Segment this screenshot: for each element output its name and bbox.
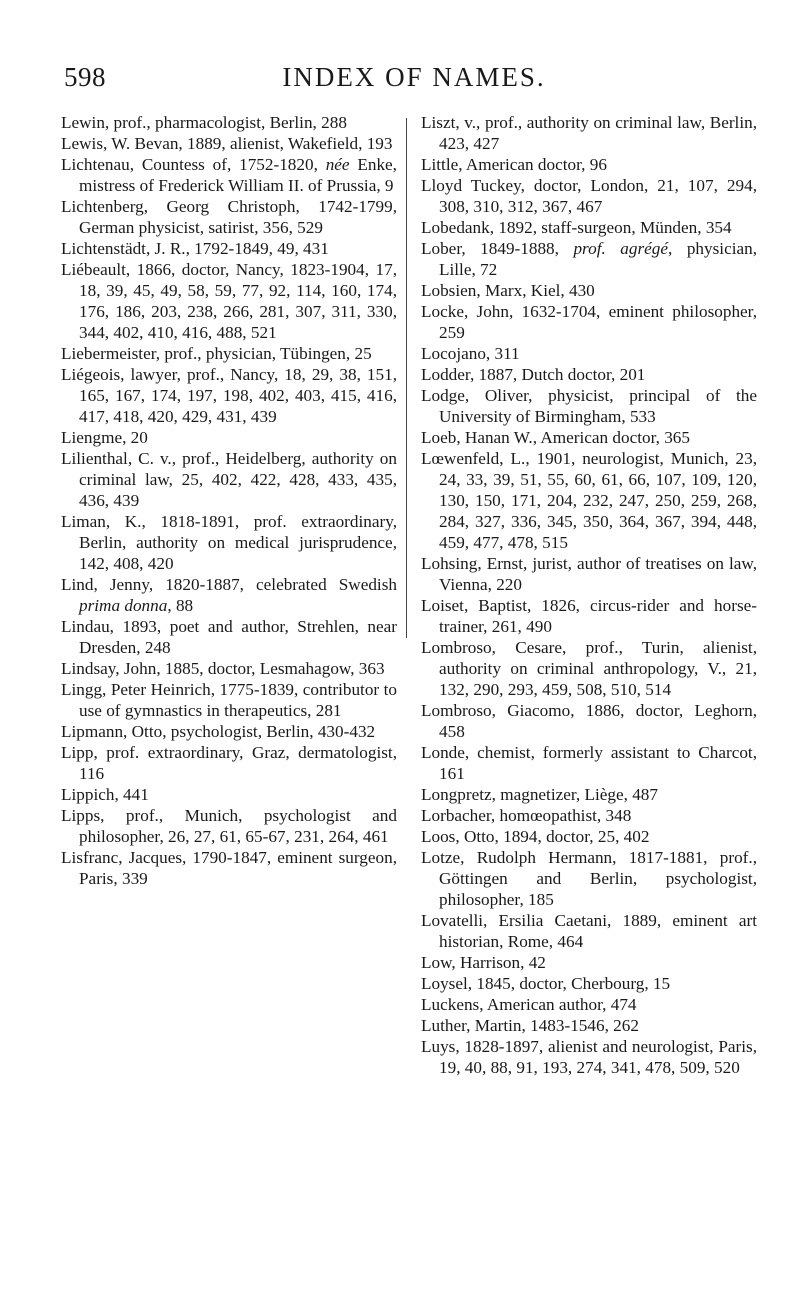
entry-italic-text: prof. agrégé xyxy=(573,239,669,258)
entry-italic-text: née xyxy=(325,155,350,174)
index-entry xyxy=(421,826,757,847)
index-entry xyxy=(61,574,397,616)
entry-text: Loos, Otto, 1894, doctor, 25, 402 xyxy=(421,827,650,846)
index-entry xyxy=(421,448,757,553)
entry-text: Londe, chemist, formerly assistant to Charcot, 161 xyxy=(421,743,757,783)
entry-text: Lodge, Oliver, physicist, principal of the University of Birmingham, 533 xyxy=(421,386,757,426)
index-entry xyxy=(61,658,397,679)
entry-text: Liégeois, lawyer, prof., Nancy, 18, 29, 38, 151, 165, 167, 174, 197, 198, 402, 403, 415, 416, 417, 418, 420, 429, 431, 439 xyxy=(61,365,397,426)
index-entry xyxy=(61,847,397,889)
entry-text: Lombroso, Giacomo, 1886, doctor, Leghorn, 458 xyxy=(421,701,757,741)
index-entry xyxy=(61,427,397,448)
entry-text: Lewin, prof., pharmacologist, Berlin, 288 xyxy=(61,113,347,132)
entry-text: Lorbacher, homœopathist, 348 xyxy=(421,806,632,825)
index-entry xyxy=(421,238,757,280)
entry-text: Lichtenberg, Georg Christoph, 1742-1799, German physicist, satirist, 356, 529 xyxy=(61,197,397,237)
index-entry xyxy=(421,112,757,154)
index-entry xyxy=(421,385,757,427)
entry-text: Lingg, Peter Heinrich, 1775-1839, contributor to use of gymnastics in therapeutics, 281 xyxy=(61,680,397,720)
entry-text: Lichtenstädt, J. R., 1792-1849, 49, 431 xyxy=(61,239,329,258)
entry-text: Lombroso, Cesare, prof., Turin, alienist, authority on criminal anthropology, V., 21, 132, 290, 293, 459, 508, 510, 514 xyxy=(421,638,757,699)
running-title: INDEX OF NAMES. xyxy=(282,62,546,92)
entry-text: Lind, Jenny, 1820-1887, celebrated Swedish xyxy=(61,575,397,594)
entry-text: Low, Harrison, 42 xyxy=(421,953,546,972)
index-entry xyxy=(421,217,757,238)
index-entry xyxy=(61,742,397,784)
entry-text: Lloyd Tuckey, doctor, London, 21, 107, 294, 308, 310, 312, 367, 467 xyxy=(421,176,757,216)
index-entry xyxy=(421,847,757,910)
left-column xyxy=(61,112,397,889)
entry-text: Lippich, 441 xyxy=(61,785,149,804)
index-entry xyxy=(61,448,397,511)
index-entry xyxy=(421,175,757,217)
index-entry xyxy=(61,721,397,742)
entry-text: Luckens, American author, 474 xyxy=(421,995,637,1014)
index-entry xyxy=(61,511,397,574)
entry-text: Liébeault, 1866, doctor, Nancy, 1823-1904, 17, 18, 39, 45, 49, 58, 59, 77, 92, 114, 160, 174, 176, 186, 203, 238, 266, 281, 307, 311, 330, 344, 402, 410, 416, 488, 521 xyxy=(61,260,397,342)
entry-text: Lober, 1849-1888, xyxy=(421,239,574,258)
entry-text: Locke, John, 1632-1704, eminent philosopher, 259 xyxy=(421,302,757,342)
index-entry xyxy=(421,637,757,700)
entry-text: Loiset, Baptist, 1826, circus-rider and horse-trainer, 261, 490 xyxy=(421,596,757,636)
index-entry xyxy=(61,196,397,238)
index-entry xyxy=(61,616,397,658)
entry-text: Lobedank, 1892, staff-surgeon, Münden, 354 xyxy=(421,218,732,237)
index-entry xyxy=(421,994,757,1015)
right-column xyxy=(421,112,757,1078)
entry-text: Locojano, 311 xyxy=(421,344,520,363)
entry-text: Lobsien, Marx, Kiel, 430 xyxy=(421,281,595,300)
entry-text: Lipp, prof. extraordinary, Graz, dermatologist, 116 xyxy=(61,743,397,783)
index-entry xyxy=(421,280,757,301)
column-divider xyxy=(406,118,407,638)
entry-text: Lipmann, Otto, psychologist, Berlin, 430-432 xyxy=(61,722,376,741)
index-entry xyxy=(61,133,397,154)
entry-text: Lichtenau, Countess of, 1752-1820, xyxy=(61,155,326,174)
index-entry xyxy=(421,700,757,742)
entry-text: Lotze, Rudolph Hermann, 1817-1881, prof., Göttingen and Berlin, psychologist, philosopher, 185 xyxy=(421,848,757,909)
index-entry xyxy=(421,952,757,973)
entry-text: Lilienthal, C. v., prof., Heidelberg, authority on criminal law, 25, 402, 422, 428, 433, 435, 436, 439 xyxy=(61,449,397,510)
entry-text: Lohsing, Ernst, jurist, author of treatises on law, Vienna, 220 xyxy=(421,554,757,594)
index-entry xyxy=(61,112,397,133)
index-entry xyxy=(61,784,397,805)
entry-text: Lindsay, John, 1885, doctor, Lesmahagow, 363 xyxy=(61,659,385,678)
entry-text: Little, American doctor, 96 xyxy=(421,155,607,174)
index-entry xyxy=(421,301,757,343)
entry-text: Lewis, W. Bevan, 1889, alienist, Wakefield, 193 xyxy=(61,134,393,153)
entry-text: Liengme, 20 xyxy=(61,428,148,447)
index-entry xyxy=(421,910,757,952)
index-entry xyxy=(61,679,397,721)
entry-text: Lipps, prof., Munich, psychologist and philosopher, 26, 27, 61, 65-67, 231, 264, 461 xyxy=(61,806,397,846)
index-entry xyxy=(421,595,757,637)
entry-text: Enke, mistress of Frederick William II. of Prussia, 9 xyxy=(79,155,397,195)
index-entry xyxy=(421,364,757,385)
index-entry xyxy=(61,364,397,427)
entry-text: Luys, 1828-1897, alienist and neurologist, Paris, 19, 40, 88, 91, 193, 274, 341, 478, 509, 520 xyxy=(421,1037,757,1077)
index-entry xyxy=(421,154,757,175)
entry-text: , 88 xyxy=(167,596,194,615)
entry-text: Longpretz, magnetizer, Liège, 487 xyxy=(421,785,658,804)
entry-text: Lisfranc, Jacques, 1790-1847, eminent surgeon, Paris, 339 xyxy=(61,848,397,888)
page-number: 598 xyxy=(64,62,106,92)
entry-text: Loysel, 1845, doctor, Cherbourg, 15 xyxy=(421,974,671,993)
index-entry xyxy=(421,742,757,784)
index-entry xyxy=(421,973,757,994)
entry-text: , physician, Lille, 72 xyxy=(439,239,757,279)
entry-text: Lœwenfeld, L., 1901, neurologist, Munich, 23, 24, 33, 39, 51, 55, 60, 61, 66, 107, 109, 120, 130, 150, 171, 204, 232, 247, 250, 259, 268, 284, 327, 336, 345, 350, 364, 367, 394, 448, 459, 477, 478, 515 xyxy=(421,449,757,552)
entry-text: Lindau, 1893, poet and author, Strehlen, near Dresden, 248 xyxy=(61,617,397,657)
entry-text: Loeb, Hanan W., American doctor, 365 xyxy=(421,428,690,447)
index-entry xyxy=(61,259,397,343)
index-entry xyxy=(421,553,757,595)
index-entry xyxy=(61,238,397,259)
index-entry xyxy=(421,1036,757,1078)
entry-text: Lodder, 1887, Dutch doctor, 201 xyxy=(421,365,646,384)
entry-text: Luther, Martin, 1483-1546, 262 xyxy=(421,1016,639,1035)
index-entry xyxy=(61,154,397,196)
index-entry xyxy=(421,343,757,364)
index-entry xyxy=(421,784,757,805)
entry-italic-text: prima donna xyxy=(79,596,168,615)
index-entry xyxy=(421,427,757,448)
page-header xyxy=(64,62,764,102)
index-entry xyxy=(421,1015,757,1036)
index-entry xyxy=(61,343,397,364)
index-entry xyxy=(421,805,757,826)
entry-text: Liebermeister, prof., physician, Tübingen, 25 xyxy=(61,344,372,363)
entry-text: Liszt, v., prof., authority on criminal law, Berlin, 423, 427 xyxy=(421,113,757,153)
index-entry xyxy=(61,805,397,847)
entry-text: Liman, K., 1818-1891, prof. extraordinary, Berlin, authority on medical jurisprudence, 142, 408, 420 xyxy=(61,512,397,573)
entry-text: Lovatelli, Ersilia Caetani, 1889, eminent art historian, Rome, 464 xyxy=(421,911,757,951)
